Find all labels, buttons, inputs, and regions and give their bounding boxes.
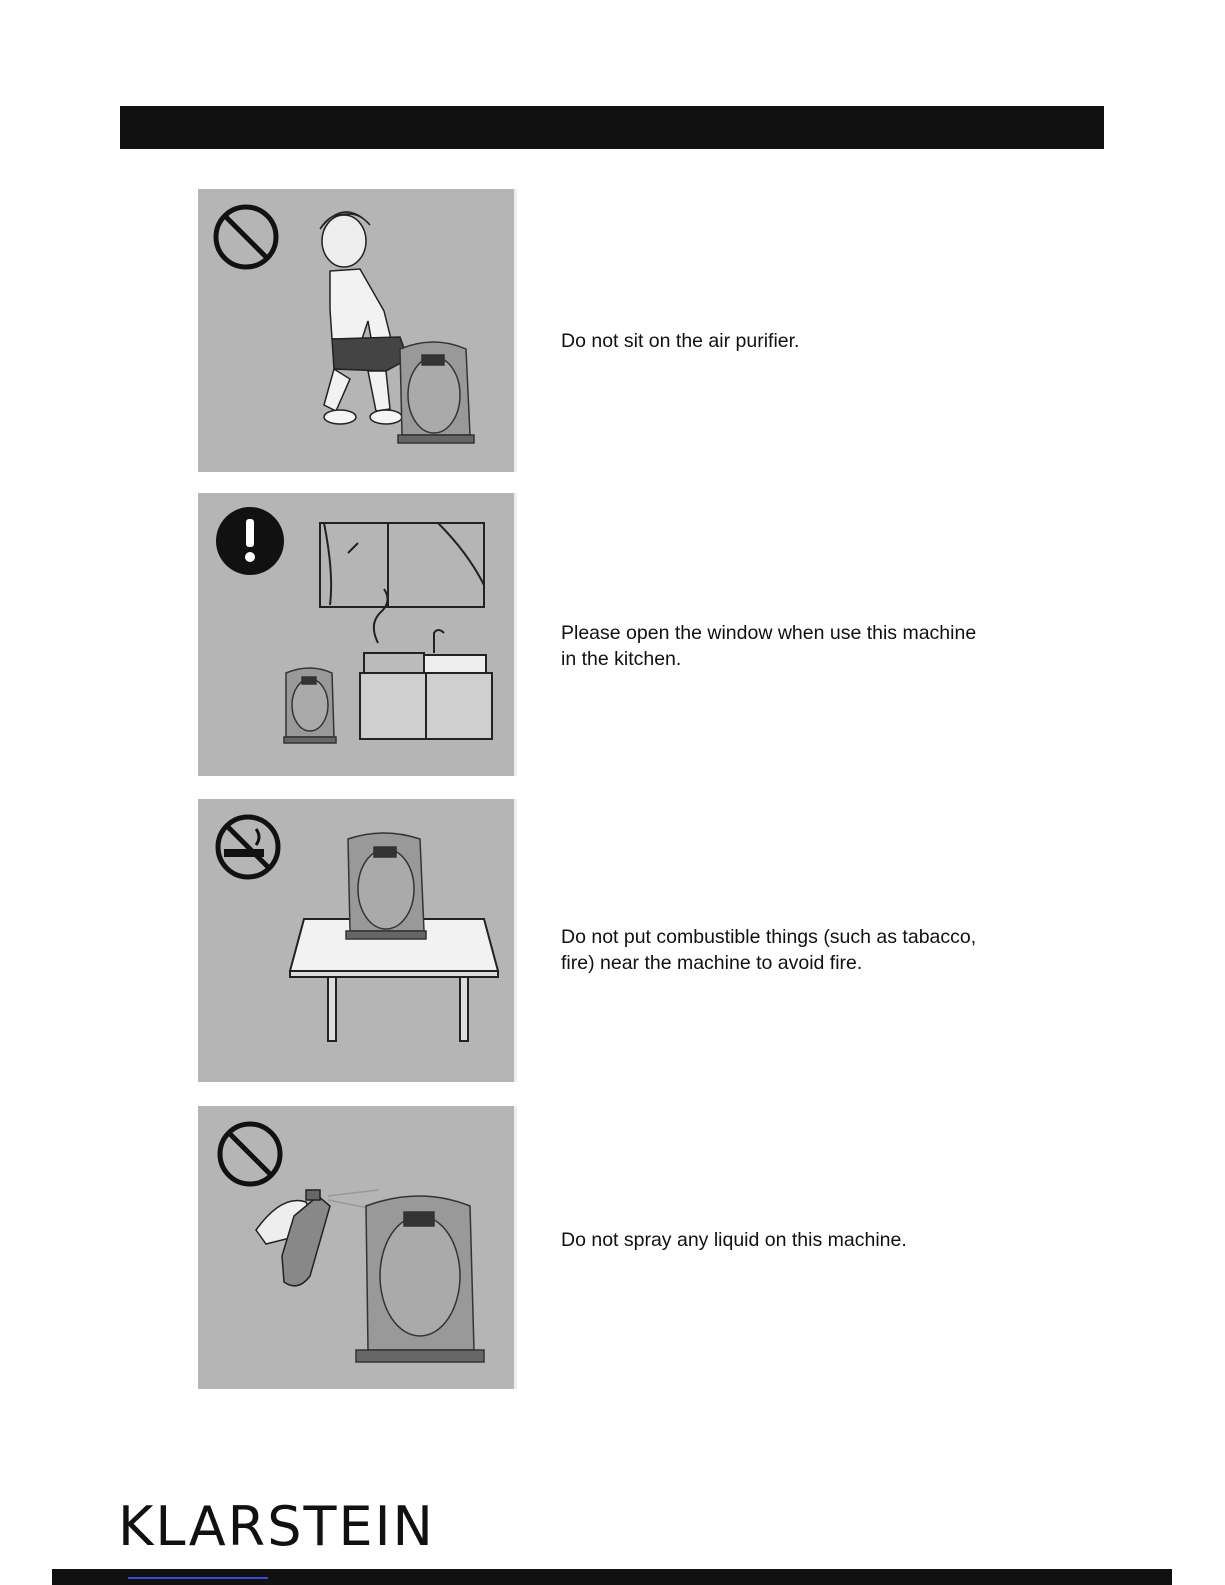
caption-line: in the kitchen. xyxy=(561,648,682,670)
illustration-panel-sit xyxy=(198,189,517,472)
footer-link-underline[interactable] xyxy=(128,1577,268,1579)
caption-line: Do not spray any liquid on this machine. xyxy=(561,1229,907,1251)
caption-spray xyxy=(561,1227,1061,1253)
air-purifier xyxy=(284,668,336,743)
window xyxy=(320,523,484,607)
caption-sit xyxy=(561,328,1061,354)
air-purifier xyxy=(356,1196,484,1362)
brand-logo: KLARSTEIN xyxy=(118,1495,435,1558)
caption-kitchen xyxy=(561,620,1061,672)
kitchen-counter xyxy=(360,589,492,739)
spray-hand xyxy=(256,1190,378,1286)
illustration-panel-kitchen xyxy=(198,493,517,776)
caption-line: Please open the window when use this machine xyxy=(561,622,977,644)
warning-icon xyxy=(216,507,284,575)
caption-line: Do not sit on the air purifier. xyxy=(561,330,800,352)
air-purifier xyxy=(398,342,474,443)
illustration-panel-fire xyxy=(198,799,517,1082)
illustration-panel-spray xyxy=(198,1106,517,1389)
caption-line: Do not put combustible things (such as tabacco, xyxy=(561,926,977,948)
prohibited-icon xyxy=(220,1124,280,1184)
air-purifier xyxy=(346,833,426,939)
caption-fire xyxy=(561,924,1061,976)
caption-line: fire) near the machine to avoid fire. xyxy=(561,952,863,974)
prohibited-icon xyxy=(216,207,276,267)
no-smoking-icon xyxy=(218,817,278,877)
boy-figure xyxy=(320,212,408,424)
header-bar xyxy=(120,106,1104,149)
